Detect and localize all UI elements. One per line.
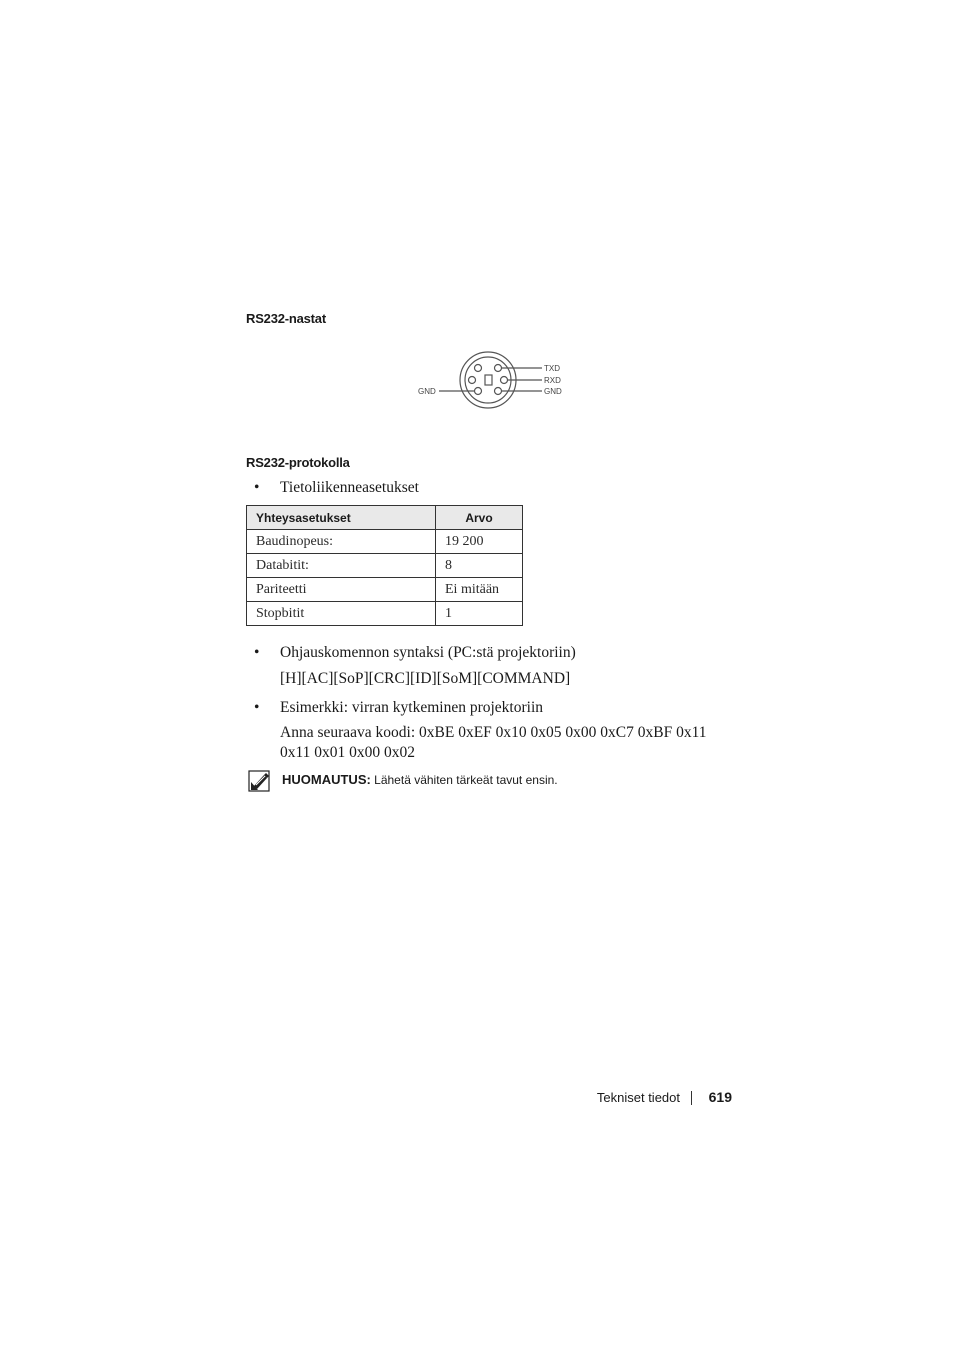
command-syntax: [H][AC][SoP][CRC][ID][SoM][COMMAND]: [280, 670, 571, 687]
table-row: [247, 554, 523, 578]
bullet-marker: •: [254, 644, 260, 661]
label-gnd-left: GND: [418, 387, 436, 396]
bullet-marker: •: [254, 479, 260, 496]
footer-section-title: Tekniset tiedot: [596, 1090, 680, 1105]
section-heading-protocol: RS232-protokolla: [246, 455, 350, 470]
example-code-line-1: Anna seuraava koodi: 0xBE 0xEF 0x10 0x05 0x00 0xC7 0xBF 0x11: [280, 724, 707, 741]
table-cell: Baudinopeus:: [247, 530, 436, 554]
label-txd: TXD: [544, 364, 560, 373]
table-row: [247, 602, 523, 626]
pencil-note-icon: [248, 770, 270, 792]
rs232-pin-diagram: [414, 344, 574, 416]
bullet-text: Tietoliikenneasetukset: [280, 479, 419, 496]
table-cell: Ei mitään: [436, 578, 523, 602]
column-header: Yhteysasetukset: [247, 506, 436, 530]
pin-mid-right: [501, 377, 508, 384]
column-header: Arvo: [436, 506, 523, 530]
table-cell: Databitit:: [247, 554, 436, 578]
label-gnd-right: GND: [544, 387, 562, 396]
note-body: Lähetä vähiten tärkeät tavut ensin.: [370, 773, 558, 787]
table-cell: 1: [436, 602, 523, 626]
table-row: [247, 530, 523, 554]
table-header-row: [247, 506, 523, 530]
bullet-text: Esimerkki: virran kytkeminen projektoriin: [280, 699, 544, 716]
page-footer: [560, 1089, 732, 1109]
connector-key: [485, 375, 492, 385]
pin-top-left: [475, 365, 482, 372]
pin-bottom-left: [475, 388, 482, 395]
table-cell: Pariteetti: [247, 578, 436, 602]
bullet-text: Ohjauskomennon syntaksi (PC:stä projektoriin): [280, 644, 576, 661]
communication-settings-table: [246, 505, 523, 626]
example-code-line-2: 0x11 0x01 0x00 0x02: [280, 744, 416, 761]
table-cell: 8: [436, 554, 523, 578]
pin-bottom-right: [495, 388, 502, 395]
table-cell: 19 200: [436, 530, 523, 554]
connector-inner-ring: [465, 357, 511, 403]
pin-top-right: [495, 365, 502, 372]
section-heading-pins: RS232-nastat: [246, 311, 326, 326]
footer-divider: [691, 1091, 692, 1105]
label-rxd: RXD: [544, 376, 561, 385]
bullet-marker: •: [254, 699, 260, 716]
page-number: 619: [708, 1089, 732, 1105]
table-row: [247, 578, 523, 602]
pin-mid-left: [469, 377, 476, 384]
note-label: HUOMAUTUS:: [282, 772, 371, 787]
note-text: [282, 772, 558, 787]
table-cell: Stopbitit: [247, 602, 436, 626]
